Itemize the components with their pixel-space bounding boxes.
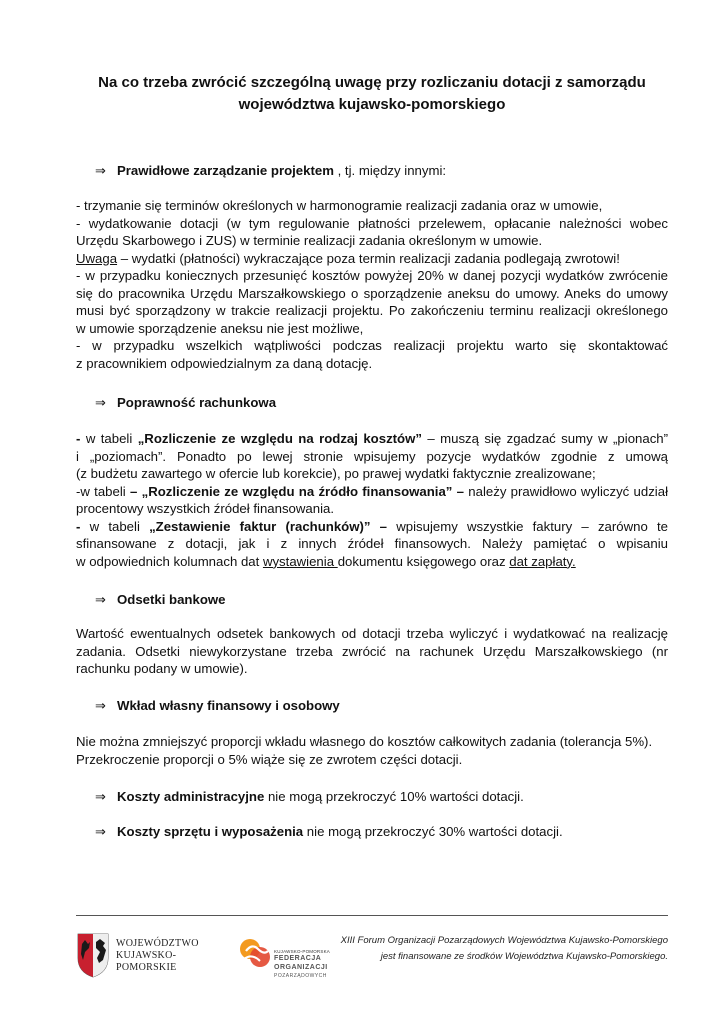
section-body-bank-interest [76, 625, 668, 678]
funding-note [341, 933, 668, 964]
federation-logo [238, 935, 338, 990]
arrow-right-icon: ⇒ [95, 593, 106, 608]
table-name: „Rozliczenie ze względu na rodzaj kosztów” [137, 431, 422, 446]
section-equipment-costs [95, 823, 563, 842]
text: należy prawidłowo wyliczyć udział [464, 483, 669, 499]
warning-line [76, 250, 668, 268]
heading-text: Koszty administracyjne [117, 789, 265, 804]
table-name: „Zestawienie faktur (rachunków)” – [149, 518, 388, 534]
body-line: Wartość ewentualnych odsetek bankowych od dotacji trzeba wyliczyć i wydatkować na realizację [76, 626, 668, 641]
body-line: Urzędu Skarbowego i ZUS) w terminie realizacji zadania określonym w umowie. [76, 233, 543, 248]
body-line: się do pracownika Urzędu Marszałkowskiego o sporządzenie aneksu do umowy. Aneks do umowy [76, 285, 668, 301]
section-heading-project-management [95, 162, 446, 181]
logo-line: FEDERACJA [274, 955, 322, 962]
body-line [76, 430, 668, 448]
text: dokumentu księgowego oraz [337, 553, 510, 569]
logo-line: ORGANIZACJI [274, 963, 328, 971]
body-line: sfinansowane z dotacji, jak i z innych źródeł finansowych. Należy pamiętać o wpisaniu [76, 536, 668, 551]
funding-note-line: jest finansowane ze środków Województwa Kujawsko-Pomorskiego. [380, 950, 668, 962]
arrow-right-icon: ⇒ [95, 164, 106, 179]
federation-emblem-icon [238, 937, 272, 971]
warning-label: Uwaga [76, 250, 118, 266]
section-admin-costs [95, 788, 524, 807]
body-line: - w przypadku wszelkich wątpliwości podczas realizacji projektu warto się skontaktować [76, 338, 668, 353]
text: w odpowiednich kolumnach dat [76, 553, 263, 569]
document-title [76, 72, 668, 116]
funding-note-line: XIII Forum Organizacji Pozarządowych Województwa Kujawsko-Pomorskiego [340, 935, 668, 946]
body-line: - wydatkowanie dotacji (w tym regulowanie płatności przelewem, opłacanie należności wobec [76, 215, 668, 231]
body-line: z pracownikiem odpowiedzialnym za daną dotację. [76, 355, 373, 371]
body-line [76, 553, 668, 571]
title-line-1: Na co trzeba zwrócić szczególną uwagę przy rozliczaniu dotacji z samorządu [98, 74, 646, 91]
section-heading-bank-interest [95, 591, 225, 610]
footer-divider [76, 915, 668, 916]
text: -w tabeli [76, 483, 130, 499]
logo-line: POZARZĄDOWYCH [274, 973, 327, 979]
section-body-own-contribution [76, 733, 668, 768]
heading-suffix: nie mogą przekroczyć 10% wartości dotacji. [264, 789, 524, 804]
dash: - [76, 431, 81, 446]
warning-text: – wydatki (płatności) wykraczające poza termin realizacji zadania podlegają zwrotowi! [117, 250, 620, 266]
heading-text: Koszty sprzętu i wyposażenia [117, 824, 304, 839]
heading-text: Poprawność rachunkowa [117, 395, 277, 410]
logo-line: WOJEWÓDZTWO [116, 938, 199, 949]
section-body-accounting [76, 430, 668, 570]
underlined-text: wystawienia [262, 553, 338, 569]
body-line: rachunku podany w umowie). [76, 661, 248, 676]
arrow-right-icon: ⇒ [95, 396, 106, 411]
body-line: procentowy wszystkich źródeł finansowania. [76, 501, 335, 516]
text: w tabeli [80, 431, 138, 446]
arrow-right-icon: ⇒ [95, 790, 106, 805]
federation-region-label: KUJAWSKO-POMORSKA [274, 949, 330, 954]
underlined-text: dat zapłaty. [509, 553, 576, 569]
body-line: (z budżetu zawartego w ofercie lub korekcie), po prawej wydatki faktycznie zrealizowane; [76, 466, 596, 481]
body-line: Przekroczenie proporcji o 5% wiąże się ze zwrotem części dotacji. [76, 751, 463, 767]
title-line-2: województwa kujawsko-pomorskiego [238, 96, 506, 113]
heading-text: Wkład własny finansowy i osobowy [117, 698, 340, 713]
body-line: - w przypadku koniecznych przesunięć kosztów powyżej 20% w danej pozycji wydatków zwrócenie [76, 268, 668, 283]
body-line: musi być sporządzony w trakcie realizacji projektu. Po zakończeniu terminu realizacji określonego [76, 303, 668, 318]
body-line: zadania. Odsetki niewykorzystane trzeba zwrócić na rachunek Urzędu Marszałkowskiego (nr [76, 643, 668, 659]
section-heading-own-contribution [95, 697, 340, 716]
logo-line: KUJAWSKO-POMORSKIE [116, 950, 177, 973]
section-heading-accounting [95, 394, 276, 413]
heading-suffix: , tj. między innymi: [333, 163, 447, 178]
body-line [76, 483, 668, 501]
voivodeship-logo-text [116, 938, 236, 974]
table-name: – „Rozliczenie ze względu na źródło finansowania” – [130, 483, 465, 499]
body-line: w umowie sporządzenie aneksu nie jest możliwe, [76, 320, 364, 336]
body-line: i „poziomach”. Ponadto po lewej stronie wpisujemy pozycje wydatków zgodnie z umową [76, 448, 668, 464]
text: wpisujemy wszystkie faktury – zarówno te [387, 518, 669, 534]
body-line: Nie można zmniejszyć proporcji wkładu własnego do kosztów całkowitych zadania (tolerancja 5%). [76, 734, 653, 749]
heading-text: Odsetki bankowe [117, 592, 226, 607]
federation-name [274, 955, 328, 981]
heading-suffix: nie mogą przekroczyć 30% wartości dotacji. [303, 824, 563, 839]
coat-of-arms-icon [76, 932, 110, 978]
dash: - [76, 518, 81, 534]
arrow-right-icon: ⇒ [95, 699, 106, 714]
text: – muszą się zgadzać sumy w „pionach” [421, 431, 669, 446]
voivodeship-logo [76, 932, 236, 982]
section-body-project-management [76, 197, 668, 372]
body-line: - trzymanie się terminów określonych w harmonogramie realizacji zadania oraz w umowie, [76, 198, 603, 213]
body-line [76, 518, 668, 536]
arrow-right-icon: ⇒ [95, 825, 106, 840]
heading-text: Prawidłowe zarządzanie projektem [117, 163, 334, 178]
text: w tabeli [80, 518, 150, 534]
